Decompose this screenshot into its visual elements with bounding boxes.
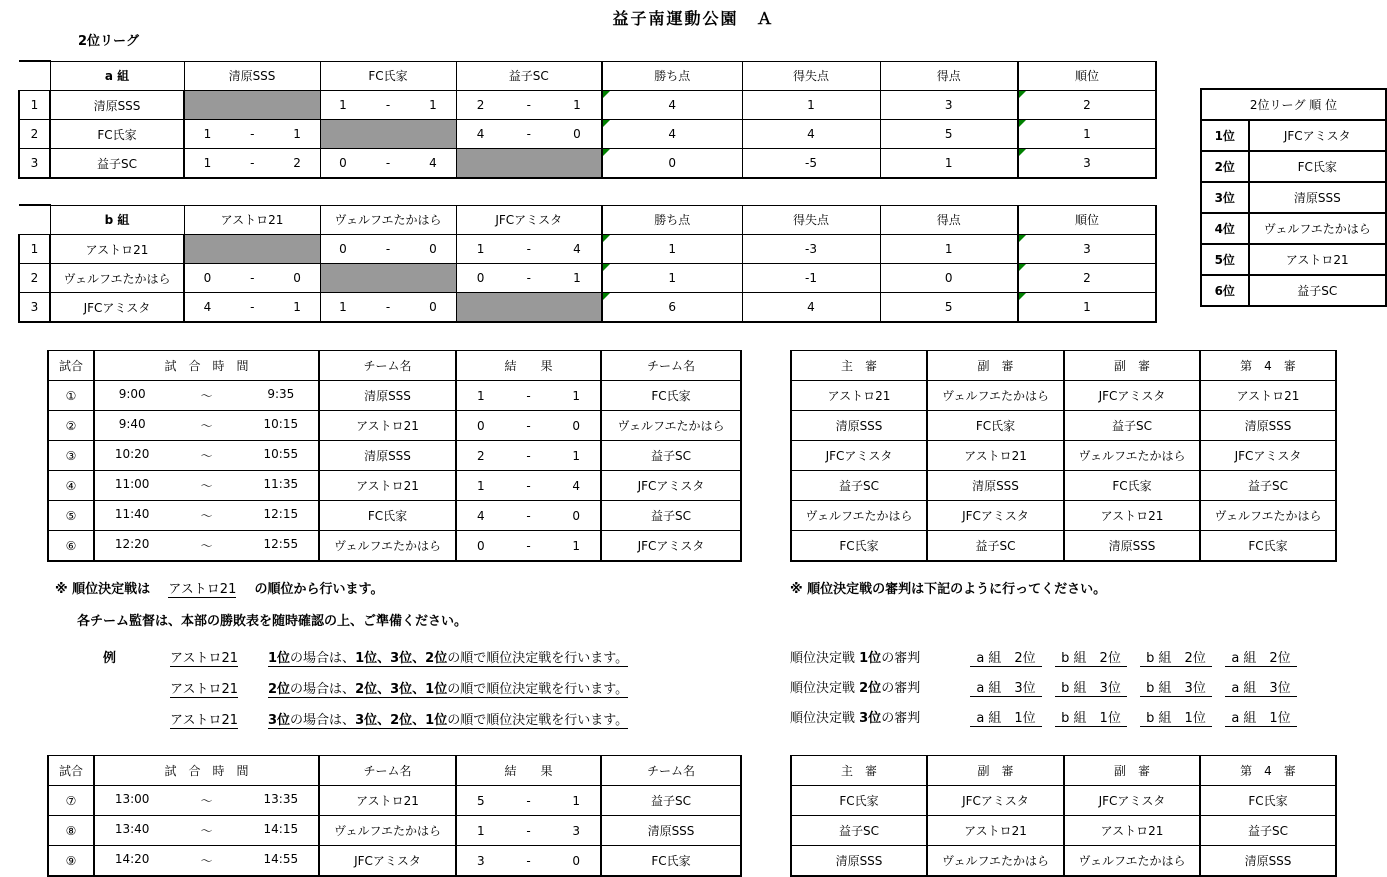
formula-indicator-icon <box>1019 91 1026 98</box>
corner-cell <box>19 61 50 91</box>
rank-cell: 3 <box>1018 235 1156 264</box>
points-cell: 1 <box>602 264 742 293</box>
time-cell: 9:00 ～ 9:35 <box>94 381 319 411</box>
goals-cell: 5 <box>880 293 1018 323</box>
result-cell: 0 - 0 <box>320 235 456 264</box>
time-header: 試 合 時 間 <box>94 351 319 381</box>
stat-header-cell: 得点 <box>880 205 1018 235</box>
referee-cell: ヴェルフエたかはら <box>927 381 1064 411</box>
referee-cell: 清原SSS <box>1200 411 1336 441</box>
row-number-cell: 3 <box>19 293 50 323</box>
result-cell: 1 - 4 <box>456 235 602 264</box>
rank-cell: 1 <box>1018 120 1156 149</box>
referee-slot: b 組 1位 <box>1055 707 1127 727</box>
referee-slot: a 組 2位 <box>970 647 1042 667</box>
referee-header-cell: 副 審 <box>1064 351 1200 381</box>
result-cell: 3 - 0 <box>456 846 601 877</box>
referee-cell: JFCアミスタ <box>1200 441 1336 471</box>
example-team: アストロ21 <box>170 709 238 729</box>
match-number-header: 試合 <box>48 351 94 381</box>
team1-cell: アストロ21 <box>319 411 456 441</box>
stat-header-cell: 得失点 <box>742 205 880 235</box>
stat-header-cell: 順位 <box>1018 61 1156 91</box>
stat-header-cell: 勝ち点 <box>602 61 742 91</box>
referee-cell: FC氏家 <box>927 411 1064 441</box>
match-number-header: 試合 <box>48 756 94 786</box>
referee-cell: アストロ21 <box>927 441 1064 471</box>
referee-cell: JFCアミスタ <box>927 786 1064 816</box>
referee-slot: a 組 3位 <box>970 677 1042 697</box>
team-name-cell: FC氏家 <box>50 120 184 149</box>
referee-cell: 益子SC <box>927 531 1064 562</box>
example-label: 例 <box>103 651 117 666</box>
points-cell: 1 <box>602 235 742 264</box>
formula-indicator-icon <box>1019 293 1026 300</box>
stat-header-cell: 得失点 <box>742 61 880 91</box>
goals-cell: 3 <box>880 91 1018 120</box>
referee-header-cell: 主 審 <box>791 756 927 786</box>
diagonal-cell <box>456 149 602 179</box>
group-a-table <box>18 60 1157 179</box>
time-cell: 13:00 ～ 13:35 <box>94 786 319 816</box>
schedule-table-1 <box>47 350 742 562</box>
match-number-cell: ③ <box>48 441 94 471</box>
example-sentence: 3位の場合は、3位、2位、1位の順で順位決定戦を行います。 <box>268 709 628 729</box>
team-name-cell: ヴェルフエたかはら <box>50 264 184 293</box>
team-name-cell: 清原SSS <box>50 91 184 120</box>
opponent-header-cell: JFCアミスタ <box>456 205 602 235</box>
referee-slot: a 組 2位 <box>1225 647 1297 667</box>
referee-cell: 益子SC <box>1200 816 1336 846</box>
corner-cell <box>19 205 50 235</box>
stat-header-cell: 順位 <box>1018 205 1156 235</box>
example-sentence: 1位の場合は、1位、3位、2位の順で順位決定戦を行います。 <box>268 647 628 667</box>
referee-cell: FC氏家 <box>1200 531 1336 562</box>
standings-rank-cell: 6位 <box>1201 275 1249 306</box>
result-cell: 1 - 3 <box>456 816 601 846</box>
referee-table-1 <box>790 350 1337 562</box>
team1-cell: アストロ21 <box>319 786 456 816</box>
result-cell: 4 - 0 <box>456 120 602 149</box>
standings-rank-cell: 3位 <box>1201 182 1249 213</box>
match-number-cell: ⑤ <box>48 501 94 531</box>
group-label-cell: b 組 <box>50 205 184 235</box>
referee-cell: アストロ21 <box>1200 381 1336 411</box>
row-number-cell: 2 <box>19 264 50 293</box>
referee-slot: a 組 1位 <box>970 707 1042 727</box>
referee-slot: a 組 1位 <box>1225 707 1297 727</box>
playoff-referee-label: 順位決定戦 1位の審判 <box>790 651 921 666</box>
referee-cell: 清原SSS <box>1200 846 1336 877</box>
referee-cell: JFCアミスタ <box>1064 381 1200 411</box>
result-cell: 1 - 1 <box>184 120 320 149</box>
referee-cell: FC氏家 <box>791 531 927 562</box>
referee-slot: a 組 3位 <box>1225 677 1297 697</box>
team1-cell: JFCアミスタ <box>319 846 456 877</box>
referee-slot: b 組 3位 <box>1140 677 1212 697</box>
match-number-cell: ⑥ <box>48 531 94 562</box>
team1-cell: 清原SSS <box>319 441 456 471</box>
referee-cell: ヴェルフエたかはら <box>927 846 1064 877</box>
row-number-cell: 2 <box>19 120 50 149</box>
note-line1-suffix: の順位から行います。 <box>254 582 384 597</box>
result-cell: 2 - 1 <box>456 91 602 120</box>
referee-slot: b 組 3位 <box>1055 677 1127 697</box>
stat-header-cell: 得点 <box>880 61 1018 91</box>
team2-cell: 益子SC <box>601 786 741 816</box>
referee-cell: ヴェルフエたかはら <box>1064 846 1200 877</box>
referee-header-cell: 副 審 <box>927 351 1064 381</box>
playoff-note-line2: 各チーム監督は、本部の勝敗表を随時確認の上、ご準備ください。 <box>77 614 468 629</box>
match-number-cell: ⑨ <box>48 846 94 877</box>
goals-cell: 1 <box>880 235 1018 264</box>
result-cell: 4 - 0 <box>456 501 601 531</box>
row-number-cell: 3 <box>19 149 50 179</box>
team1-cell: ヴェルフエたかはら <box>319 531 456 562</box>
referee-table-2 <box>790 755 1337 877</box>
referee-cell: FC氏家 <box>1200 786 1336 816</box>
opponent-header-cell: 益子SC <box>456 61 602 91</box>
referee-cell: 益子SC <box>791 471 927 501</box>
formula-indicator-icon <box>1019 235 1026 242</box>
standings-rank-cell: 5位 <box>1201 244 1249 275</box>
standings-team-cell: 清原SSS <box>1249 182 1386 213</box>
result-cell: 2 - 1 <box>456 441 601 471</box>
referee-cell: FC氏家 <box>1064 471 1200 501</box>
opponent-header-cell: ヴェルフエたかはら <box>320 205 456 235</box>
goal-difference-cell: -5 <box>742 149 880 179</box>
result-cell: 1 - 0 <box>320 293 456 323</box>
team-name-cell: 益子SC <box>50 149 184 179</box>
goal-difference-cell: -3 <box>742 235 880 264</box>
example-team: アストロ21 <box>170 678 238 698</box>
referee-cell: FC氏家 <box>791 786 927 816</box>
team2-cell: FC氏家 <box>601 381 741 411</box>
standings-table <box>1200 88 1387 307</box>
standings-rank-cell: 1位 <box>1201 120 1249 151</box>
row-number-cell: 1 <box>19 235 50 264</box>
goal-difference-cell: 4 <box>742 293 880 323</box>
team2-cell: FC氏家 <box>601 846 741 877</box>
match-number-cell: ⑧ <box>48 816 94 846</box>
referee-header-cell: 主 審 <box>791 351 927 381</box>
referee-header-cell: 副 審 <box>927 756 1064 786</box>
referee-header-cell: 第 4 審 <box>1200 351 1336 381</box>
formula-indicator-icon <box>603 149 610 156</box>
result-cell: 0 - 1 <box>456 264 602 293</box>
playoff-note-line1 <box>55 578 383 598</box>
diagonal-cell <box>184 235 320 264</box>
referee-cell: JFCアミスタ <box>791 441 927 471</box>
formula-indicator-icon <box>603 264 610 271</box>
team2-cell: 清原SSS <box>601 816 741 846</box>
time-cell: 11:00 ～ 11:35 <box>94 471 319 501</box>
referee-slot: b 組 2位 <box>1055 647 1127 667</box>
referee-cell: 益子SC <box>1064 411 1200 441</box>
formula-indicator-icon <box>1019 149 1026 156</box>
team2-cell: 益子SC <box>601 441 741 471</box>
goal-difference-cell: 4 <box>742 120 880 149</box>
standings-team-cell: アストロ21 <box>1249 244 1386 275</box>
goal-difference-cell: -1 <box>742 264 880 293</box>
team2-cell: 益子SC <box>601 501 741 531</box>
team-header: チーム名 <box>319 351 456 381</box>
goals-cell: 5 <box>880 120 1018 149</box>
team1-cell: 清原SSS <box>319 381 456 411</box>
team-name-cell: JFCアミスタ <box>50 293 184 323</box>
standings-team-cell: JFCアミスタ <box>1249 120 1386 151</box>
referee-cell: 清原SSS <box>791 411 927 441</box>
standings-team-cell: FC氏家 <box>1249 151 1386 182</box>
team1-cell: ヴェルフエたかはら <box>319 816 456 846</box>
result-cell: 5 - 1 <box>456 786 601 816</box>
standings-team-cell: ヴェルフエたかはら <box>1249 213 1386 244</box>
team-header: チーム名 <box>601 756 741 786</box>
referee-cell: アストロ21 <box>1064 501 1200 531</box>
match-number-cell: ② <box>48 411 94 441</box>
match-number-cell: ⑦ <box>48 786 94 816</box>
opponent-header-cell: 清原SSS <box>184 61 320 91</box>
time-cell: 13:40 ～ 14:15 <box>94 816 319 846</box>
points-cell: 4 <box>602 91 742 120</box>
example-team: アストロ21 <box>170 647 238 667</box>
playoff-start-team: アストロ21 <box>168 578 236 598</box>
referee-cell: 益子SC <box>1200 471 1336 501</box>
time-cell: 14:20 ～ 14:55 <box>94 846 319 877</box>
referee-note-heading: ※ 順位決定戦の審判は下記のように行ってください。 <box>790 582 1107 597</box>
result-cell: 1 - 4 <box>456 471 601 501</box>
rank-cell: 2 <box>1018 91 1156 120</box>
result-cell: 1 - 2 <box>184 149 320 179</box>
formula-indicator-icon <box>1019 264 1026 271</box>
example-sentence: 2位の場合は、2位、3位、1位の順で順位決定戦を行います。 <box>268 678 628 698</box>
referee-cell: アストロ21 <box>927 816 1064 846</box>
result-cell: 1 - 1 <box>320 91 456 120</box>
formula-indicator-icon <box>603 91 610 98</box>
formula-indicator-icon <box>603 235 610 242</box>
rank-cell: 1 <box>1018 293 1156 323</box>
diagonal-cell <box>320 120 456 149</box>
result-cell: 0 - 1 <box>456 531 601 562</box>
referee-cell: ヴェルフエたかはら <box>1200 501 1336 531</box>
referee-cell: 清原SSS <box>1064 531 1200 562</box>
result-cell: 0 - 0 <box>184 264 320 293</box>
referee-header-cell: 第 4 審 <box>1200 756 1336 786</box>
rank-cell: 3 <box>1018 149 1156 179</box>
team-header: チーム名 <box>601 351 741 381</box>
referee-cell: 清原SSS <box>927 471 1064 501</box>
referee-slot: b 組 1位 <box>1140 707 1212 727</box>
points-cell: 0 <box>602 149 742 179</box>
match-number-cell: ④ <box>48 471 94 501</box>
team1-cell: FC氏家 <box>319 501 456 531</box>
goals-cell: 0 <box>880 264 1018 293</box>
result-header: 結 果 <box>456 756 601 786</box>
referee-cell: アストロ21 <box>791 381 927 411</box>
referee-cell: アストロ21 <box>1064 816 1200 846</box>
formula-indicator-icon <box>1019 120 1026 127</box>
team-name-cell: アストロ21 <box>50 235 184 264</box>
time-cell: 9:40 ～ 10:15 <box>94 411 319 441</box>
referee-cell: ヴェルフエたかはら <box>1064 441 1200 471</box>
referee-cell: JFCアミスタ <box>1064 786 1200 816</box>
referee-cell: 清原SSS <box>791 846 927 877</box>
standings-team-cell: 益子SC <box>1249 275 1386 306</box>
group-b-table <box>18 204 1157 323</box>
result-cell: 0 - 4 <box>320 149 456 179</box>
diagonal-cell <box>456 293 602 323</box>
page-title: 益子南運動公園 Ａ <box>612 9 775 28</box>
group-label-cell: a 組 <box>50 61 184 91</box>
team2-cell: JFCアミスタ <box>601 471 741 501</box>
result-cell: 4 - 1 <box>184 293 320 323</box>
goals-cell: 1 <box>880 149 1018 179</box>
playoff-referee-label: 順位決定戦 3位の審判 <box>790 711 921 726</box>
points-cell: 4 <box>602 120 742 149</box>
standings-title: 2位リーグ 順 位 <box>1201 89 1386 120</box>
referee-cell: 益子SC <box>791 816 927 846</box>
opponent-header-cell: FC氏家 <box>320 61 456 91</box>
diagonal-cell <box>320 264 456 293</box>
points-cell: 6 <box>602 293 742 323</box>
match-number-cell: ① <box>48 381 94 411</box>
time-cell: 12:20 ～ 12:55 <box>94 531 319 562</box>
league-label: 2位リーグ <box>78 34 140 49</box>
referee-header-cell: 副 審 <box>1064 756 1200 786</box>
referee-cell: JFCアミスタ <box>927 501 1064 531</box>
team2-cell: JFCアミスタ <box>601 531 741 562</box>
stat-header-cell: 勝ち点 <box>602 205 742 235</box>
team1-cell: アストロ21 <box>319 471 456 501</box>
standings-rank-cell: 4位 <box>1201 213 1249 244</box>
diagonal-cell <box>184 91 320 120</box>
referee-cell: ヴェルフエたかはら <box>791 501 927 531</box>
playoff-referee-label: 順位決定戦 2位の審判 <box>790 681 921 696</box>
opponent-header-cell: アストロ21 <box>184 205 320 235</box>
schedule-table-2 <box>47 755 742 877</box>
result-header: 結 果 <box>456 351 601 381</box>
time-cell: 10:20 ～ 10:55 <box>94 441 319 471</box>
formula-indicator-icon <box>603 293 610 300</box>
result-cell: 0 - 0 <box>456 411 601 441</box>
formula-indicator-icon <box>603 120 610 127</box>
team2-cell: ヴェルフエたかはら <box>601 411 741 441</box>
team-header: チーム名 <box>319 756 456 786</box>
result-cell: 1 - 1 <box>456 381 601 411</box>
standings-rank-cell: 2位 <box>1201 151 1249 182</box>
time-header: 試 合 時 間 <box>94 756 319 786</box>
rank-cell: 2 <box>1018 264 1156 293</box>
referee-slot: b 組 2位 <box>1140 647 1212 667</box>
row-number-cell: 1 <box>19 91 50 120</box>
note-line1-prefix: ※ 順位決定戦は <box>55 582 151 597</box>
goal-difference-cell: 1 <box>742 91 880 120</box>
time-cell: 11:40 ～ 12:15 <box>94 501 319 531</box>
